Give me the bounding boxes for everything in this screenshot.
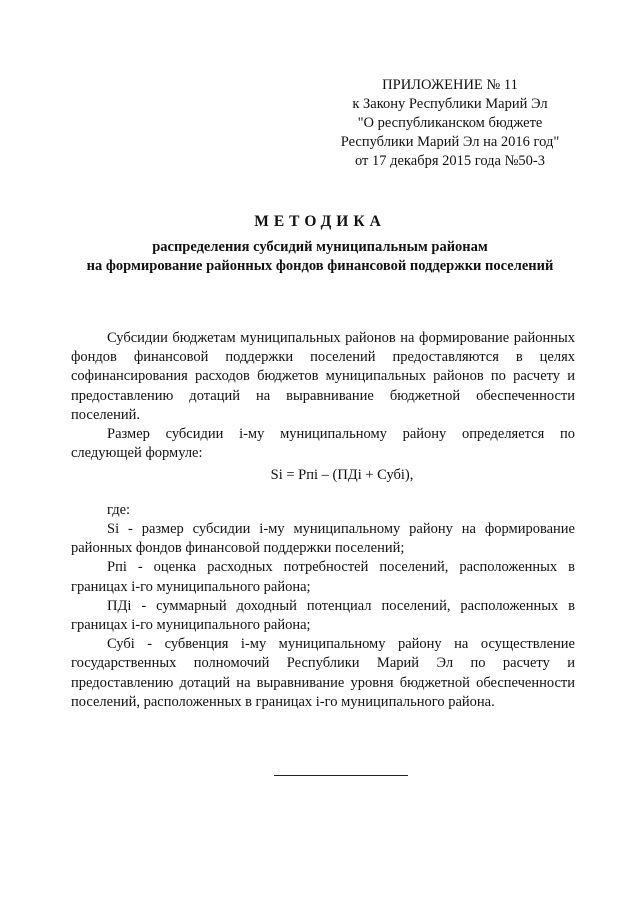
appendix-law-date: от 17 декабря 2015 года №50-3 xyxy=(354,153,546,169)
definitions xyxy=(71,520,575,712)
paragraph-intro: Субсидии бюджетам муниципальных районов на формирование районных фондов финансовой поддержки поселений предоставляются в целях софинансирования расходов бюджетов муниципальных районов по расчету и предоставлению дотаций на выравнивание бюджетной обеспеченности поселений. xyxy=(71,330,575,423)
paragraph-formula-intro: Размер субсидии і-му муниципальному району определяется по следующей формуле: xyxy=(71,426,575,462)
document-subtitle xyxy=(0,238,640,276)
where-label: где: xyxy=(107,502,131,518)
subtitle-line2: на формирование районных фондов финансовой поддержки поселений xyxy=(86,258,554,274)
body-text xyxy=(71,329,575,463)
subtitle-line1: распределения субсидий муниципальным районам xyxy=(152,239,488,255)
closing-rule xyxy=(274,775,408,776)
document-title: МЕТОДИКА xyxy=(254,213,386,230)
definition-si: Si - размер субсидии і-му муниципальному району на формирование районных фондов финансовой поддержки поселений; xyxy=(71,521,575,557)
appendix-law-title-line2: Республики Марий Эл на 2016 год" xyxy=(340,134,560,150)
definition-pdi: ПДi - суммарный доходный потенциал поселений, расположенных в границах і-го муниципального района; xyxy=(71,597,575,634)
appendix-law-title-line1: "О республиканском бюджете xyxy=(357,115,543,131)
appendix-header xyxy=(300,76,600,171)
formula: Si = Pпi – (ПДi + Субi), xyxy=(270,467,414,483)
definition-rpi: Pпi - оценка расходных потребностей поселений, расположенных в границах і-го муниципального района; xyxy=(71,559,575,595)
definition-subi: Субi - субвенция і-му муниципальному району на осуществление государственных полномочий Республики Марий Эл по расчету и предоставлению дотаций на выравнивание уровня бюджетной обеспеченности поселений, расположенных в границах і-го муниципального района. xyxy=(71,636,575,710)
appendix-number: ПРИЛОЖЕНИЕ № 11 xyxy=(382,77,518,93)
appendix-law-reference: к Закону Республики Марий Эл xyxy=(352,96,548,112)
